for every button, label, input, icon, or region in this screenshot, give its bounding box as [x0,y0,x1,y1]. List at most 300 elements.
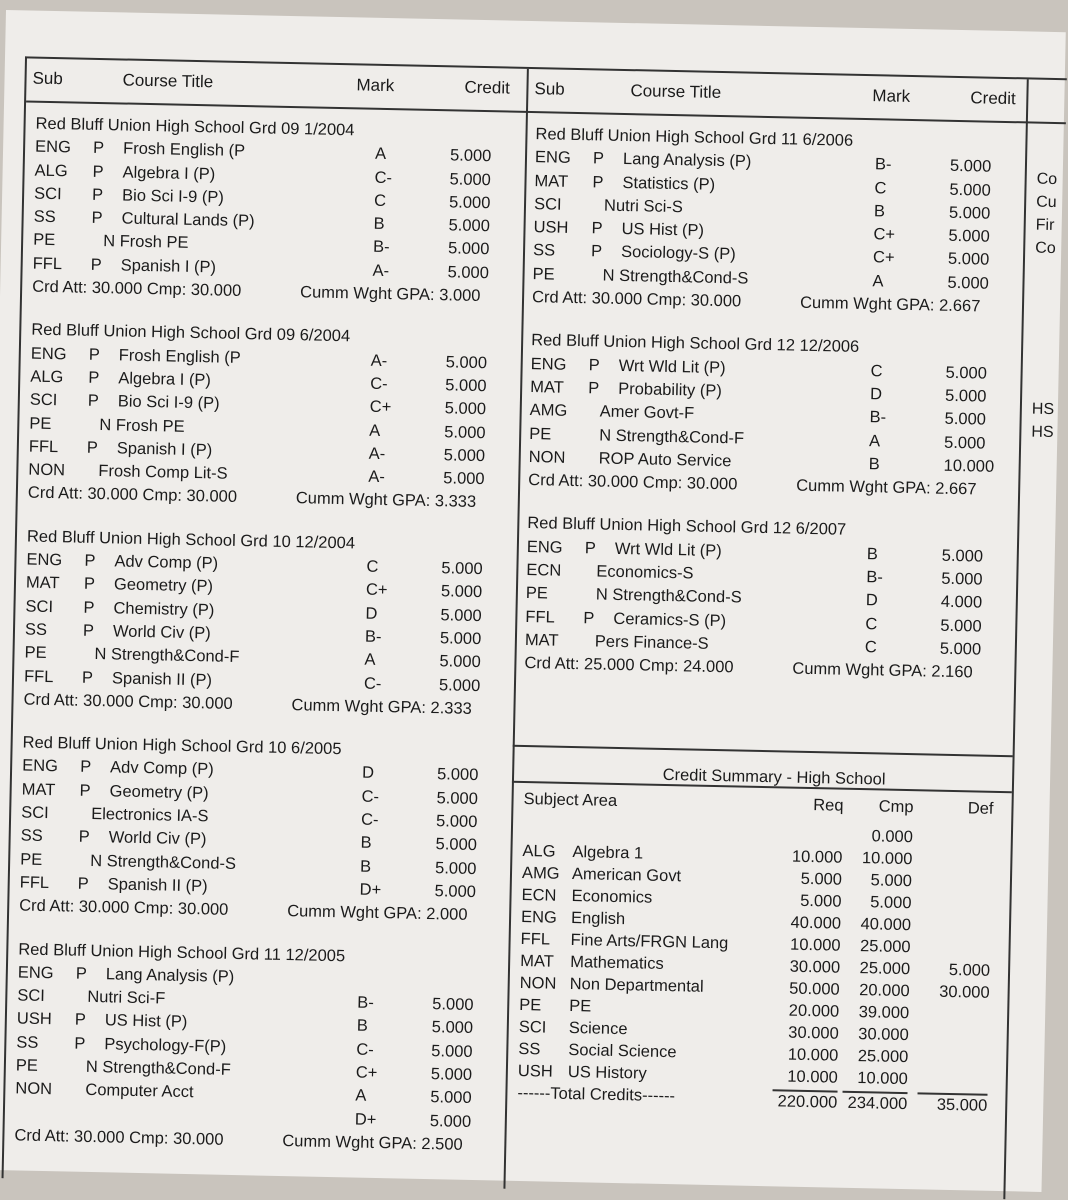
course-credit: 5.000 [948,203,991,223]
course-mark: B- [357,993,374,1013]
course-credit: 5.000 [444,422,486,442]
cut-off-label: HS [1031,400,1055,419]
course-subject: PE [20,850,43,869]
course-subject: NON [528,447,566,467]
course-flag: P [79,781,91,800]
course-flag: P [84,551,96,571]
subject-code: SS [518,1039,541,1059]
term-gpa: Cumm Wght GPA: 2.667 [799,293,981,316]
course-flag: P [83,598,95,617]
course-title: Spanish II (P) [107,875,208,896]
course-title: Geometry (P) [109,782,209,803]
course-flag: P [591,219,603,238]
completed-credits: 10.000 [857,1069,908,1089]
course-mark: C [865,614,878,634]
course-credit: 5.000 [448,193,491,213]
course-credit: 5.000 [949,180,991,200]
course-title: Probability (P) [618,379,722,401]
course-subject: FFL [23,667,54,686]
course-subject: ALG [30,367,64,387]
course-flag: P [92,162,104,181]
course-title: Nutri Sci-S [603,196,684,217]
course-credit: 5.000 [440,605,482,625]
course-mark: B- [869,408,887,427]
course-subject: MAT [524,630,559,650]
course-title: Geometry (P) [113,575,214,596]
course-credit: 5.000 [439,629,482,649]
required-credits: 30.000 [789,957,841,977]
term-credit-summary: Crd Att: 30.000 Cmp: 30.000 [14,1126,224,1149]
subject-code: FFL [520,929,551,949]
subject-code: ALG [522,842,556,861]
course-subject: MAT [21,780,56,799]
total-req: 220.000 [772,1089,837,1112]
term-title: Red Bluff Union High School Grd 11 12/2005 [18,939,346,965]
required-credits: 30.000 [788,1023,839,1043]
course-title: N Strength&Cond-S [602,266,749,288]
completed-credits: 10.000 [861,849,913,869]
right-term-column [524,123,1026,706]
course-subject: ENG [21,756,59,776]
term-gpa: Cumm Wght GPA: 2.667 [796,476,977,499]
course-mark: C+ [355,1063,378,1082]
cmp-header: Cmp [878,797,914,817]
course-mark: C- [370,374,388,394]
course-title: Wrt Wld Lit (P) [614,539,722,560]
course-credit: 5.000 [947,273,989,293]
course-title: Chemistry (P) [113,599,215,620]
required-credits: 10.000 [791,847,843,867]
subject-code: USH [517,1061,553,1081]
course-title: Algebra I (P) [122,163,216,184]
course-credit: 5.000 [431,1041,473,1061]
course-mark: B [873,202,886,221]
course-credit: 5.000 [449,169,492,189]
course-subject: PE [525,584,549,603]
course-credit: 5.000 [447,239,490,259]
course-title: Algebra I (P) [118,369,212,390]
course-subject: PE [532,264,555,284]
course-subject: AMG [529,401,568,421]
course-mark: C [874,178,887,198]
course-mark: A- [368,467,385,487]
course-title: ROP Auto Service [598,449,732,471]
summary-rule-top [513,745,1013,757]
completed-credits: 30.000 [858,1025,909,1045]
required-credits: 50.000 [789,979,840,999]
course-subject: FFL [525,607,555,627]
completed-credits: 25.000 [859,959,911,979]
cut-off-label: HS [1031,423,1054,442]
course-flag: P [87,392,100,411]
course-subject: SCI [25,597,54,616]
term-title: Red Bluff Union High School Grd 12 12/2006 [531,331,860,357]
course-credit: 5.000 [445,352,488,372]
course-subject: PE [529,424,552,444]
course-subject: FFL [32,254,63,274]
course-flag: P [81,668,94,687]
course-mark: B [866,544,878,564]
course-credit: 5.000 [432,995,474,1015]
term-block [23,525,517,722]
transcript-frame [2,56,1067,1200]
course-credit: 5.000 [441,559,483,579]
course-subject: ENG [534,148,571,168]
course-subject: PE [24,643,47,663]
term-block [32,113,526,310]
course-title: Frosh Comp Lit-S [98,462,228,483]
required-credits: 5.000 [800,891,842,911]
term-credit-summary: Crd Att: 30.000 Cmp: 30.000 [23,690,233,713]
term-credit-summary: Crd Att: 25.000 Cmp: 24.000 [524,654,734,677]
course-title: Nutri Sci-F [87,988,166,1008]
required-credits: 10.000 [789,935,841,955]
course-credit: 5.000 [939,639,982,659]
cut-off-label [1033,352,1056,375]
course-flag: P [92,139,105,158]
course-subject: PE [32,231,56,250]
course-flag: P [583,608,595,628]
header-credit-left: Credit [464,77,511,98]
course-credit: 5.000 [435,812,478,832]
term-title: Red Bluff Union High School Grd 12 6/2007 [527,514,847,540]
course-credit: 5.000 [941,546,984,566]
subject-name: Fine Arts/FRGN Lang [570,931,729,953]
left-term-column [14,113,526,1178]
course-mark: B- [866,568,883,587]
course-flag: P [78,828,90,847]
course-subject: SS [16,1033,39,1052]
course-flag: P [82,621,95,640]
course-subject: NON [28,460,66,480]
course-title: N Strength&Cond-F [599,426,745,448]
course-credit: 5.000 [430,1065,473,1084]
course-credit: 5.000 [434,858,477,878]
course-flag: P [74,1034,86,1053]
total-label: ------Total Credits------ [517,1083,676,1106]
course-mark: B [360,833,372,853]
course-subject: MAT [534,171,569,191]
course-mark: B- [364,627,382,646]
term-title: Red Bluff Union High School Grd 09 6/2004 [31,320,351,346]
term-credit-summary: Crd Att: 30.000 Cmp: 30.000 [32,277,242,301]
term-gpa: Cumm Wght GPA: 3.000 [299,283,481,306]
term-credit-summary: Crd Att: 30.000 Cmp: 30.000 [19,896,229,920]
term-gpa: Cumm Wght GPA: 3.333 [295,489,477,512]
course-mark: C [870,361,883,381]
subject-name: Social Science [568,1041,677,1062]
course-mark: D [365,604,378,623]
term-title: Red Bluff Union High School Grd 11 6/2006 [535,125,854,150]
subject-name: Non Departmental [569,975,704,996]
course-title: Wrt Wld Lit (P) [618,356,726,377]
course-mark: B- [372,238,390,257]
term-block [28,319,522,516]
cut-off-label: Co [1036,170,1058,189]
course-subject: SCI [21,803,49,823]
req-header: Req [813,796,844,815]
course-subject: SCI [533,194,562,214]
course-title: Spanish I (P) [120,256,217,277]
course-credit: 5.000 [445,376,487,396]
header-mark-right: Mark [872,86,911,106]
course-credit: 5.000 [429,1111,472,1131]
course-credit: 5.000 [438,675,481,695]
header-sub-right: Sub [534,79,565,99]
required-credits: 10.000 [787,1067,839,1087]
course-flag: P [77,874,89,893]
required-credits: 10.000 [787,1045,839,1065]
course-subject: ENG [30,344,67,364]
subject-name: US History [567,1063,647,1083]
total-def: 35.000 [917,1092,987,1115]
course-flag: P [592,172,604,192]
transcript-page [0,10,1066,1192]
subject-code: ENG [520,907,558,927]
credit-summary [517,759,1024,1116]
subject-name: Science [568,1019,628,1039]
course-title: Spanish II (P) [111,668,213,689]
course-subject: FFL [28,437,59,457]
completed-credits: 20.000 [859,981,910,1001]
course-mark: C+ [365,581,388,600]
course-credit: 5.000 [439,652,481,672]
term-block [19,732,513,929]
cut-off-label: Co [1035,239,1056,258]
subject-name: American Govt [571,865,682,886]
course-title: Frosh English (P [118,346,241,367]
course-title: US Hist (P) [621,220,705,240]
course-subject: ENG [526,537,563,557]
course-mark: C- [356,1040,374,1059]
course-title: N Frosh PE [99,415,185,436]
course-flag: P [590,242,603,262]
header-title-right: Course Title [630,81,722,102]
course-title: World Civ (P) [108,828,207,849]
header-sub-left: Sub [32,68,64,89]
credit-summary-rows [518,820,1023,1094]
course-mark: A [868,431,881,450]
course-flag: P [592,149,605,168]
required-credits: 20.000 [788,1001,840,1021]
subject-code: NON [519,973,557,993]
course-credit: 4.000 [940,593,983,612]
cut-off-label: Cu [1036,193,1057,212]
course-subject: SS [532,241,556,261]
cut-off-label [1033,329,1056,352]
course-credit: 5.000 [449,146,492,166]
term-credit-summary: Crd Att: 30.000 Cmp: 30.000 [531,288,742,311]
course-mark: B [356,1016,369,1036]
course-title: Bio Sci I-9 (P) [121,186,225,207]
course-mark: A- [370,351,388,370]
course-subject: ENG [17,963,54,983]
course-title: US Hist (P) [104,1011,188,1032]
course-credit: 5.000 [434,882,477,901]
course-credit: 5.000 [944,410,987,429]
course-credit: 5.000 [431,1018,474,1038]
course-title: Adv Comp (P) [109,758,214,779]
term-credit-summary: Crd Att: 30.000 Cmp: 30.000 [528,471,738,494]
cut-off-label [1032,375,1055,398]
course-credit: 5.000 [948,226,990,246]
course-subject: SCI [17,986,46,1006]
completed-credits: 0.000 [871,827,914,847]
course-title: Ceramics-S (P) [613,609,727,630]
required-credits [778,825,843,826]
course-title: Lang Analysis (P) [105,965,235,986]
term-title: Red Bluff Union High School Grd 10 6/2005 [22,733,342,759]
term-gpa: Cumm Wght GPA: 2.000 [286,902,468,925]
term-gpa: Cumm Wght GPA: 2.500 [282,1131,463,1154]
course-subject: SCI [33,184,62,204]
course-mark: A [364,650,376,670]
course-credit: 5.000 [430,1088,472,1108]
course-subject: ENG [530,354,567,374]
course-flag: P [90,255,102,274]
subject-code: ECN [521,885,557,905]
course-credit: 5.000 [440,582,483,602]
course-title: Lang Analysis (P) [622,150,752,171]
course-subject: PE [29,414,52,433]
term-credit-summary: Crd Att: 30.000 Cmp: 30.000 [27,484,238,507]
course-credit: 5.000 [943,433,986,453]
term-block [532,123,1026,320]
course-title: Computer Acct [85,1081,194,1102]
course-subject: ENG [26,550,63,570]
course-title: Sociology-S (P) [620,243,736,264]
cut-off-label [1034,283,1057,306]
course-mark: B [373,214,385,234]
subject-name: English [570,909,626,929]
course-flag: P [75,964,88,983]
course-subject: USH [533,218,569,238]
course-title: World Civ (P) [112,622,211,643]
completed-credits: 5.000 [870,893,912,913]
course-credit: 5.000 [443,469,485,489]
subject-code: AMG [521,863,560,883]
course-title: Spanish I (P) [116,439,213,460]
subject-name: PE [569,997,592,1016]
course-flag: P [88,345,101,364]
course-mark: A [374,145,387,164]
subject-code: PE [519,995,542,1015]
course-mark: C- [361,787,380,806]
course-flag: P [74,1011,87,1030]
course-mark: C- [360,810,379,829]
course-subject: SCI [29,390,58,410]
course-title: Electronics IA-S [90,804,209,826]
course-credit: 5.000 [945,363,988,383]
course-mark: D+ [354,1110,377,1129]
course-title: Frosh English (P [122,139,246,161]
course-mark: B [359,857,372,876]
course-title: N Strength&Cond-F [94,645,240,667]
course-credit: 5.000 [443,446,486,465]
completed-credits: 25.000 [857,1047,909,1067]
course-credit: 5.000 [940,616,982,636]
term-block [14,938,508,1158]
course-title: Adv Comp (P) [114,552,219,573]
course-title: N Strength&Cond-S [595,585,742,607]
completed-credits: 5.000 [870,871,913,891]
course-mark: C [373,191,387,210]
course-title: N Strength&Cond-S [90,851,237,873]
term-block [524,512,1017,685]
course-mark: D [361,764,375,783]
deficit-credits: 30.000 [938,982,990,1002]
course-subject: SS [24,620,48,639]
course-mark: C+ [873,225,896,244]
course-mark: A [369,421,381,440]
course-credit: 5.000 [444,399,487,419]
course-flag: P [91,185,104,204]
cut-off-right-column [1031,168,1059,444]
course-title: Psychology-F(P) [104,1034,227,1056]
course-subject: ENG [34,137,72,157]
course-subject: SS [20,826,43,846]
term-gpa: Cumm Wght GPA: 2.160 [792,659,973,682]
course-mark: B [868,455,880,474]
course-credit: 5.000 [944,386,987,406]
course-mark: A [872,271,884,291]
def-header: Def [967,799,994,818]
course-title: Cultural Lands (P) [121,209,255,231]
course-flag: P [588,379,600,398]
course-credit: 5.000 [949,157,992,176]
course-flag: P [588,355,600,375]
term-block [528,329,1021,502]
subject-code: SCI [518,1017,547,1037]
course-mark: D+ [359,880,382,899]
header-title-left: Course Title [122,70,214,92]
course-mark: C- [374,168,393,187]
course-credit: 5.000 [447,263,490,282]
course-subject: MAT [530,378,565,397]
subject-name: Economics [571,887,653,907]
course-subject: ALG [34,161,68,180]
course-title: Pers Finance-S [594,632,709,653]
course-subject: SS [33,207,56,227]
course-credit: 5.000 [941,569,983,589]
course-title: Economics-S [596,562,694,583]
course-credit: 5.000 [947,250,990,270]
course-title: N Frosh PE [102,232,189,253]
completed-credits: 39.000 [858,1003,910,1023]
total-cmp: 234.000 [842,1091,907,1114]
subject-name: Algebra 1 [572,843,644,863]
course-flag: P [79,758,92,777]
course-credit: 5.000 [448,216,491,236]
cut-off-label [1034,306,1057,329]
subject-name: Mathematics [569,953,664,973]
course-mark: A- [368,444,386,463]
term-title: Red Bluff Union High School Grd 09 1/2004 [35,114,355,140]
course-flag: P [91,209,103,228]
course-title: Statistics (P) [622,173,716,194]
course-mark: C [864,638,877,657]
subject-code: MAT [520,951,554,971]
header-mark-left: Mark [356,75,395,96]
completed-credits: 40.000 [860,915,912,935]
course-flag: P [584,538,597,558]
course-subject: ECN [526,561,562,580]
term-gpa: Cumm Wght GPA: 2.333 [291,695,473,718]
course-subject: USH [16,1009,52,1029]
course-flag: P [86,438,99,457]
course-subject: MAT [25,573,60,593]
course-subject: NON [15,1079,53,1099]
